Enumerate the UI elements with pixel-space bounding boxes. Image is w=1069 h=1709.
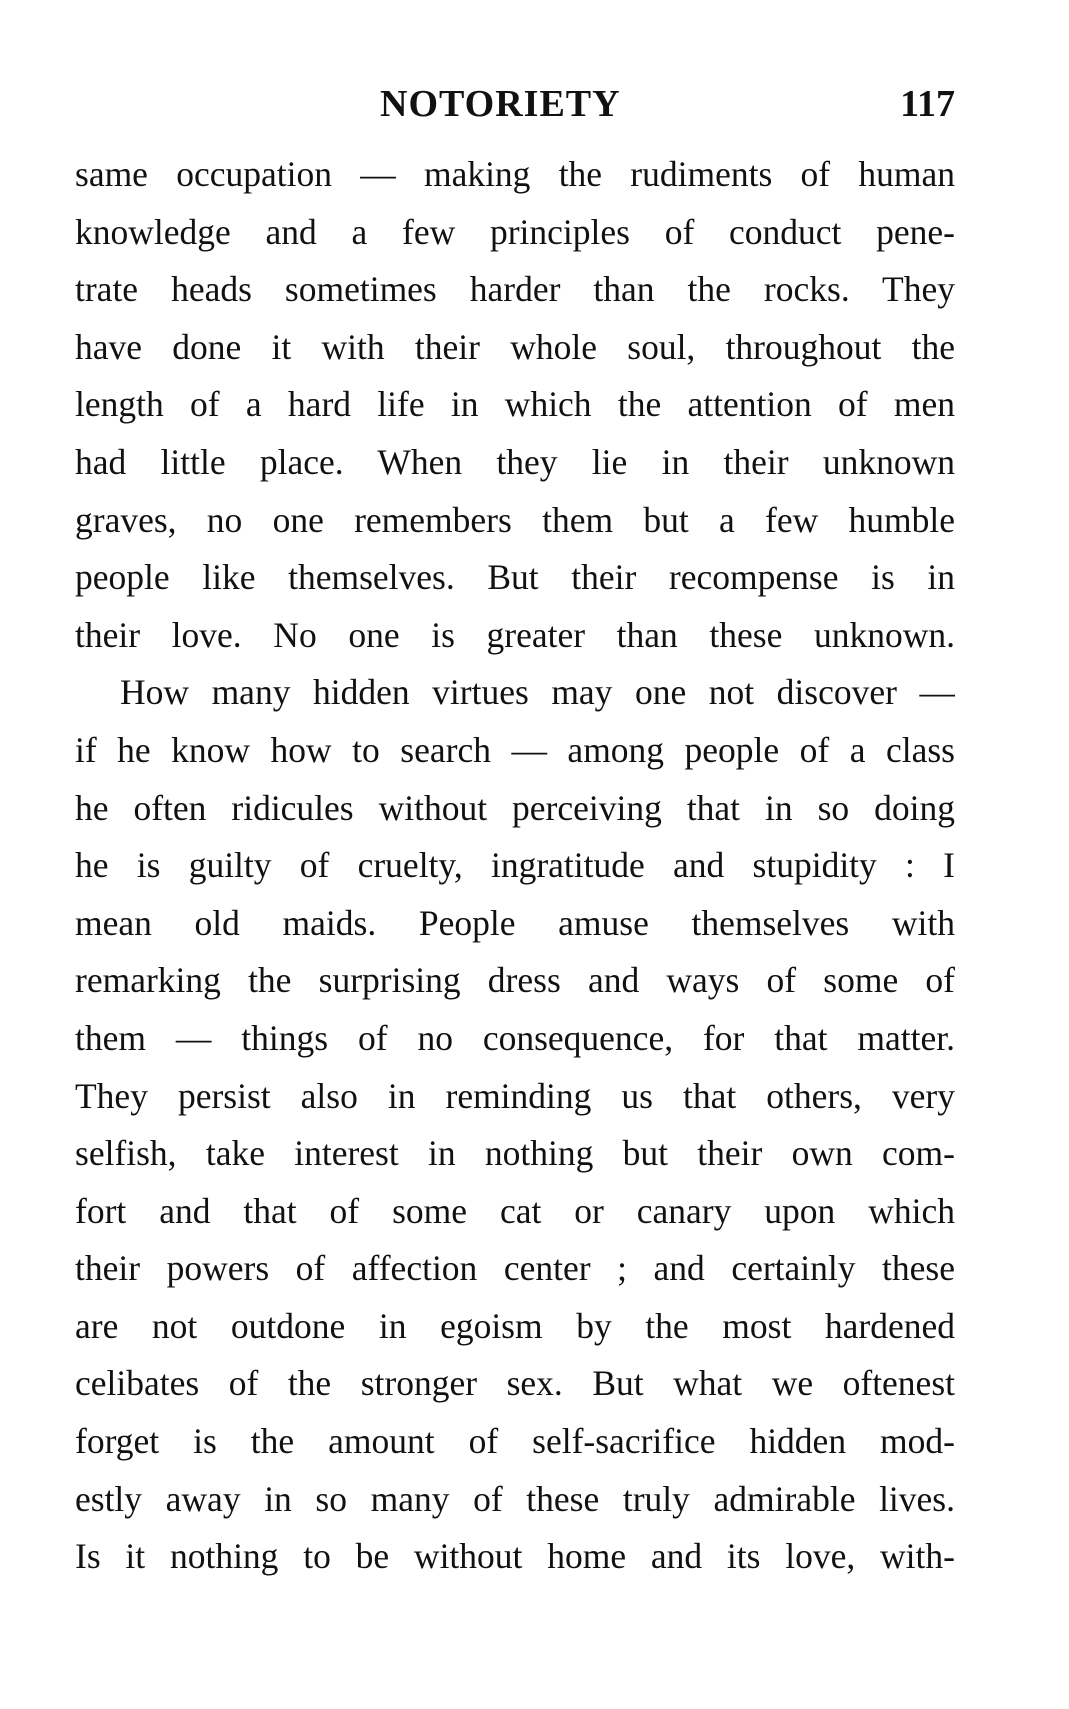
text-line: How many hidden virtues may one not discover — [120, 672, 955, 713]
text-line: people like themselves. But their recompense is in [75, 557, 955, 598]
running-title: NOTORIETY [380, 83, 621, 125]
paragraph-2 [75, 664, 955, 1586]
text-line: them — things of no consequence, for that matter. [75, 1017, 955, 1058]
paragraph-1 [75, 146, 955, 664]
text-line: he often ridicules without perceiving that in so doing [75, 787, 955, 828]
running-head [75, 82, 955, 132]
text-line: their powers of affection center ; and certainly these [75, 1248, 955, 1289]
text-line: fort and that of some cat or canary upon which [75, 1190, 955, 1231]
text-line: forget is the amount of self-sacrifice hidden mod- [75, 1421, 955, 1462]
text-line: are not outdone in egoism by the most hardened [75, 1305, 955, 1346]
text-line: estly away in so many of these truly admirable lives. [75, 1478, 955, 1519]
text-line: graves, no one remembers them but a few humble [75, 499, 955, 540]
body-text [75, 146, 955, 1586]
text-line: length of a hard life in which the attention of men [75, 384, 955, 425]
text-line: had little place. When they lie in their unknown [75, 441, 955, 482]
text-line: trate heads sometimes harder than the rocks. They [75, 269, 955, 310]
text-line: They persist also in reminding us that others, very [75, 1075, 955, 1116]
text-line: remarking the surprising dress and ways of some of [75, 960, 955, 1001]
text-line: he is guilty of cruelty, ingratitude and stupidity : I [75, 845, 955, 886]
text-line: same occupation — making the rudiments of human [75, 154, 955, 194]
text-line: knowledge and a few principles of conduct pene- [75, 211, 955, 252]
text-line: selfish, take interest in nothing but their own com- [75, 1133, 955, 1174]
text-line: celibates of the stronger sex. But what we oftenest [75, 1363, 955, 1404]
text-line: if he know how to search — among people of a class [75, 729, 955, 770]
page-number: 117 [900, 83, 955, 125]
text-line: mean old maids. People amuse themselves with [75, 902, 955, 943]
text-line: Is it nothing to be without home and its love, with- [75, 1536, 955, 1577]
text-line: have done it with their whole soul, throughout the [75, 326, 955, 367]
text-line: their love. No one is greater than these unknown. [75, 614, 955, 655]
